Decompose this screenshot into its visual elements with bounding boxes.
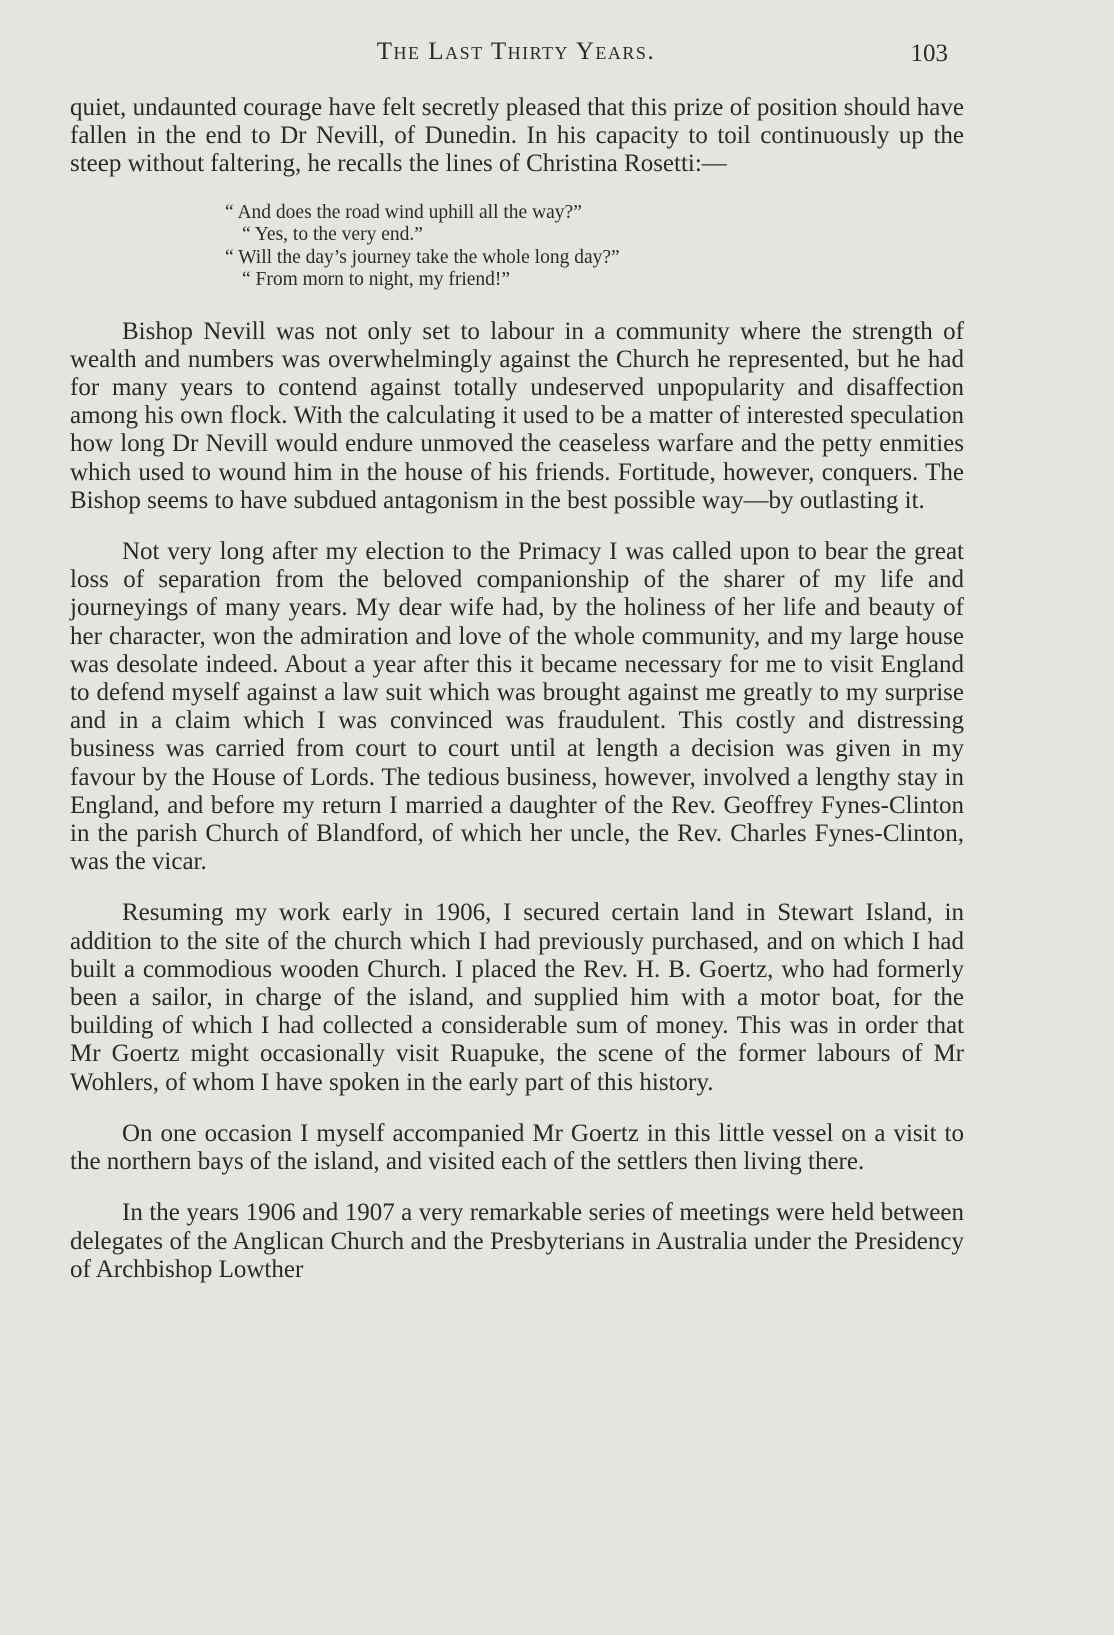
paragraph-2: Bishop Nevill was not only set to labour in a community where the strength of wealth and numbers was overwhelmingly against the Church he represented, but he had for many years to contend against totally undeserved unpopularity and disaffection among his own flock. With the calculating it used to be a matter of interested speculation how long Dr Nevill would endure unmoved the ceaseless warfare and the petty enmities which used to wound him in the house of his friends. Fortitude, however, conquers. The Bishop seems to have subdued antagonism in the best possible way—by outlasting it.	[70, 317, 964, 514]
poem-line-2: “ Yes, to the very end.”	[242, 224, 423, 246]
paragraph-1: quiet, undaunted courage have felt secretly pleased that this prize of position should have fallen in the end to Dr Nevill, of Dunedin. In his capacity to toil continuously up the steep without faltering, he recalls the lines of Christina Rosetti:—	[70, 94, 964, 178]
poem-line-3: “ Will the day’s journey take the whole long day?”	[225, 246, 620, 268]
running-title: The Last Thirty Years.	[376, 38, 656, 65]
running-head	[70, 38, 962, 74]
paragraph-3: Not very long after my election to the Primacy I was called upon to bear the great loss of separation from the beloved companionship of the sharer of my life and journeyings of many years. My dear wife had, by the holiness of her life and beauty of her character, won the admiration and love of the whole community, and my large house was desolate indeed. About a year after this it became necessary for me to visit England to defend myself against a law suit which was brought against me greatly to my surprise and in a claim which I was convinced was fraudulent. This costly and distressing business was carried from court to court until at length a decision was given in my favour by the House of Lords. The tedious business, however, involved a lengthy stay in England, and before my return I married a daughter of the Rev. Geoffrey Fynes-Clinton in the parish Church of Blandford, of which her uncle, the Rev. Charles Fynes-Clinton, was the vicar.	[70, 538, 964, 876]
body-text	[70, 94, 964, 1307]
paragraph-4: Resuming my work early in 1906, I secured certain land in Stewart Island, in addition to the site of the church which I had previously purchased, and on which I had built a commodious wooden Church. I placed the Rev. H. B. Goertz, who had formerly been a sailor, in charge of the island, and supplied him with a motor boat, for the building of which I had collected a considerable sum of money. This was in order that Mr Goertz might occasionally visit Ruapuke, the scene of the former labours of Mr Wohlers, of whom I have spoken in the early part of this history.	[70, 899, 964, 1096]
poem-line-4: “ From morn to night, my friend!”	[242, 269, 511, 291]
paragraph-5: On one occasion I myself accompanied Mr Goertz in this little vessel on a visit to the northern bays of the island, and visited each of the settlers then living there.	[70, 1119, 964, 1176]
poem-line-1: “ And does the road wind uphill all the way?”	[225, 201, 582, 223]
paragraph-6: In the years 1906 and 1907 a very remarkable series of meetings were held between delegates of the Anglican Church and the Presbyterians in Australia under the Presidency of Archbishop Lowther	[70, 1199, 964, 1283]
page-number: 103	[910, 40, 948, 67]
poem-quotation	[225, 202, 964, 292]
